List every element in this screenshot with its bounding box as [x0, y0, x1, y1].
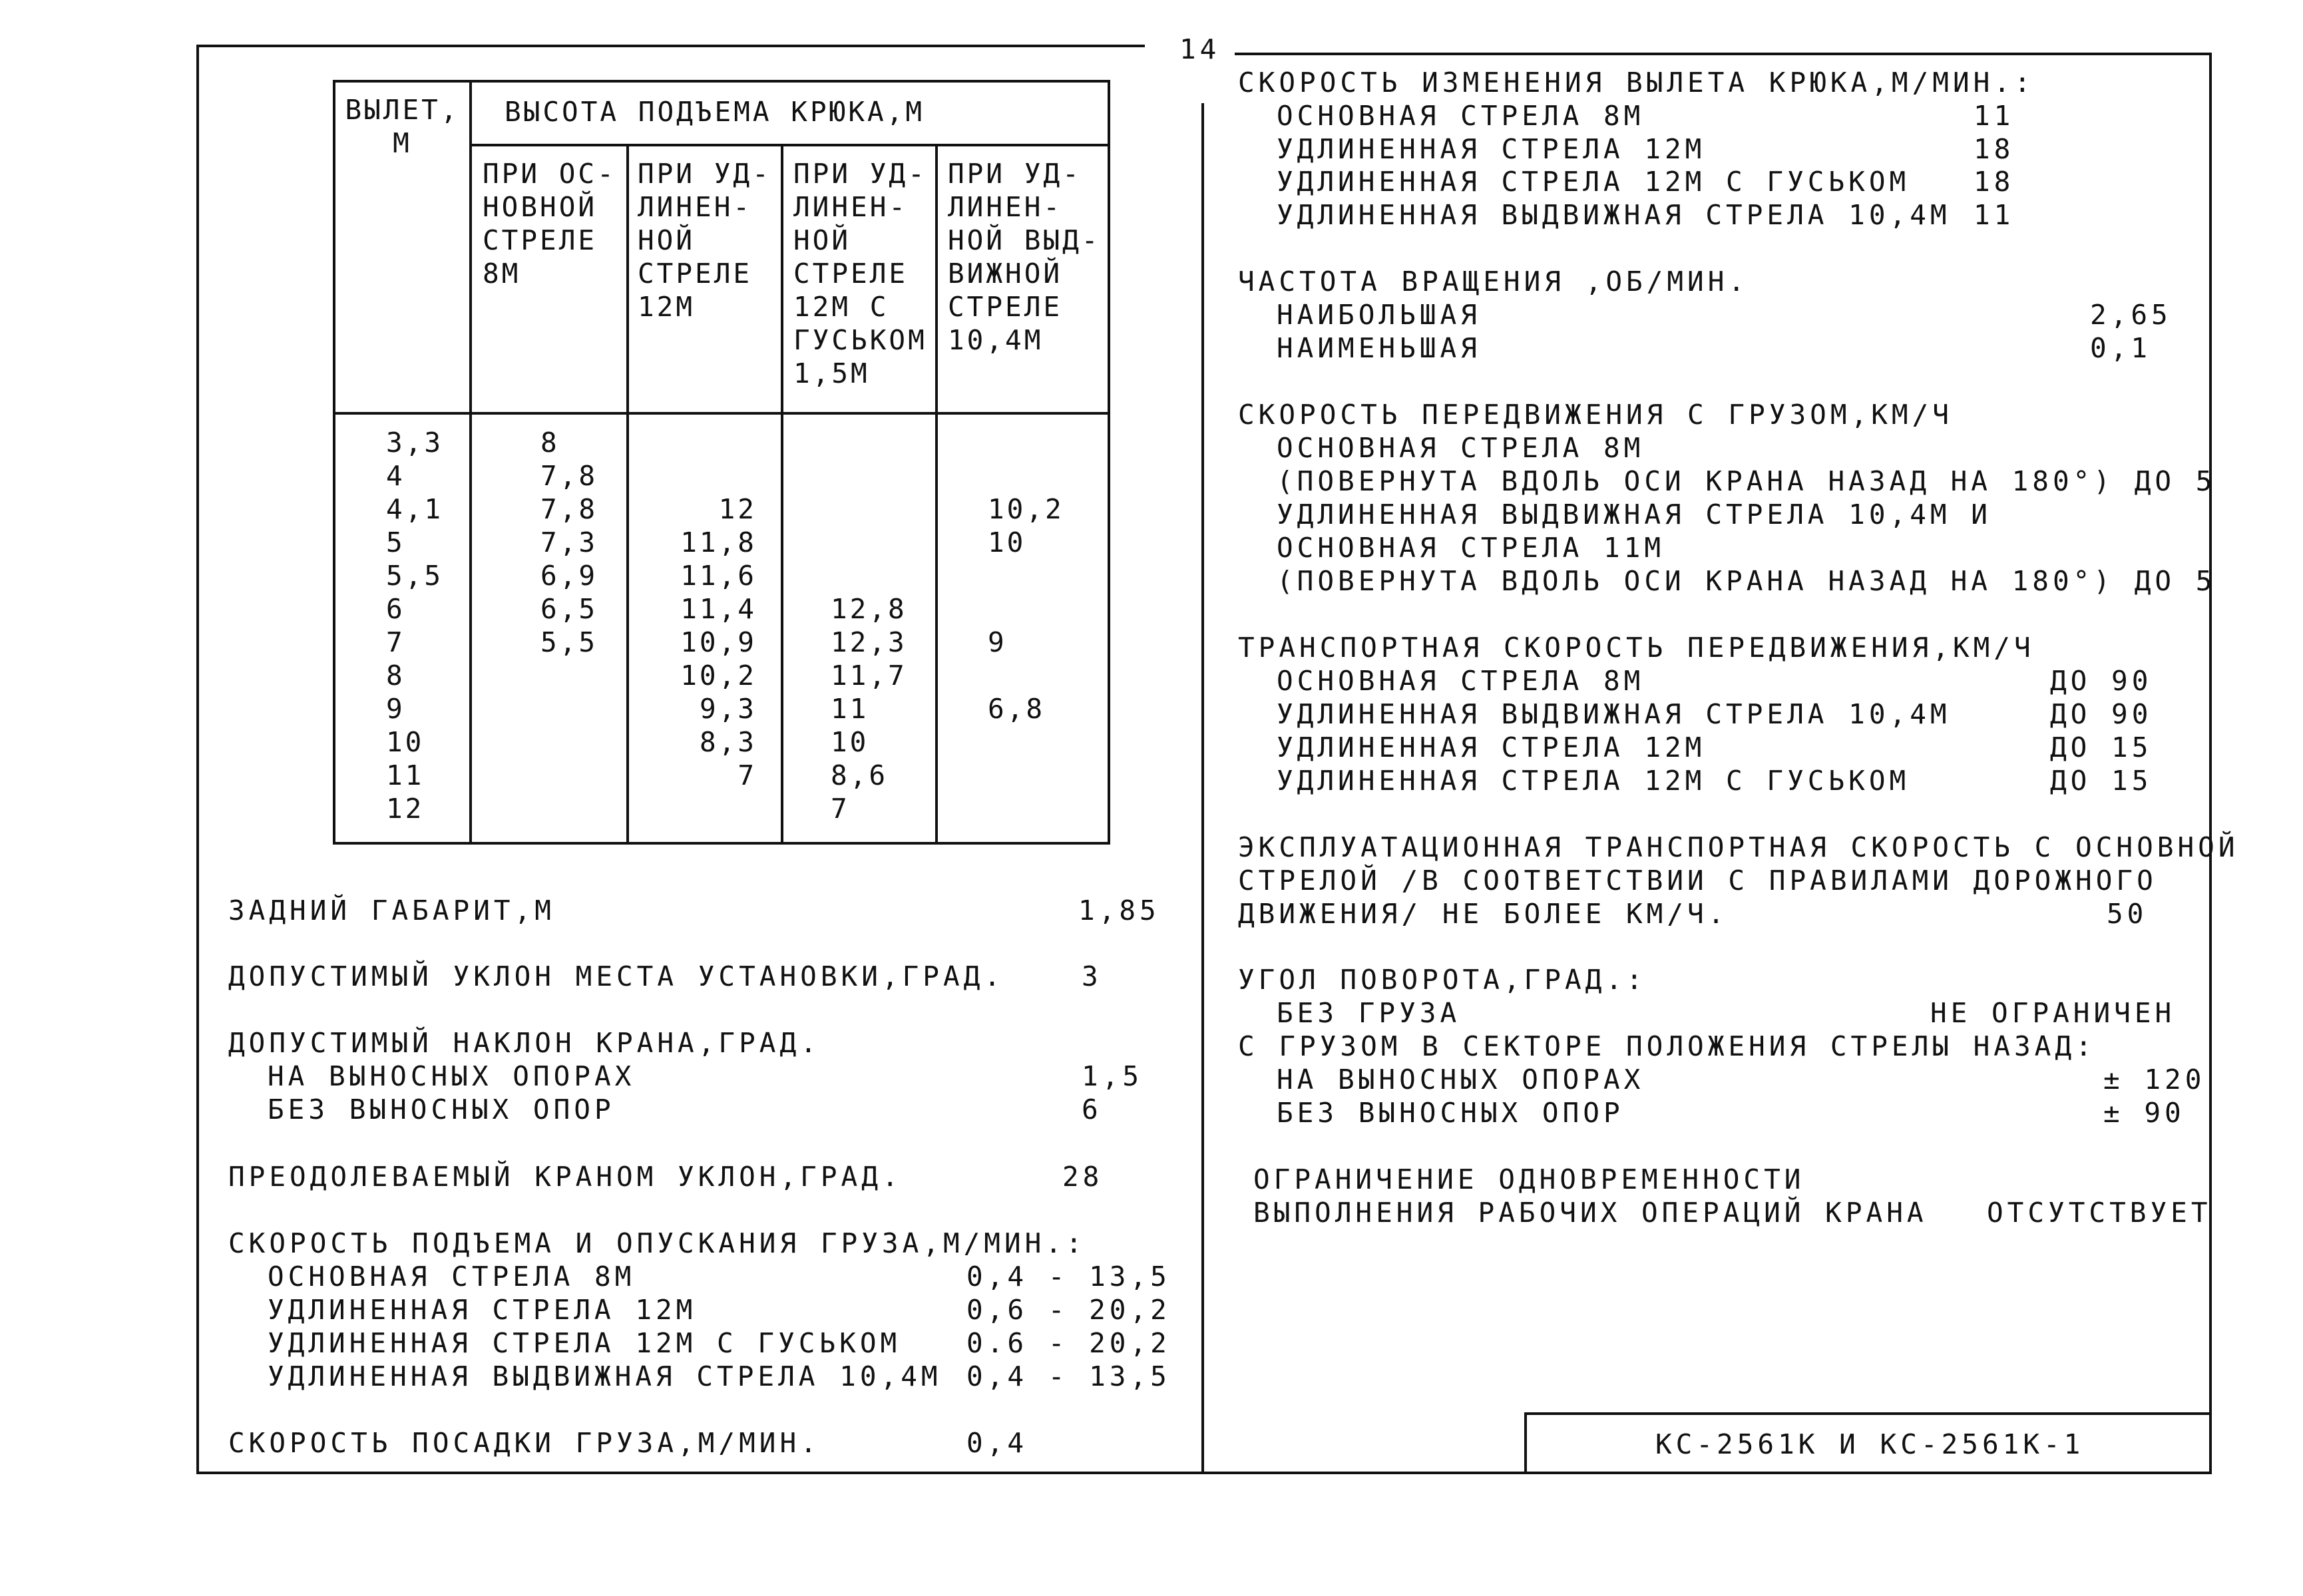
frame-top-right [1235, 53, 2212, 55]
page-number: 14 [1179, 33, 1221, 65]
skor-podem-row-label: УДЛИНЕННАЯ ВЫДВИЖНАЯ СТРЕЛА 10,4М [268, 1360, 942, 1392]
stamp-top [1524, 1412, 2212, 1415]
zad-gabarit-label: ЗАДНИЙ ГАБАРИТ,М [228, 895, 555, 926]
preodol-label: ПРЕОДОЛЕВАЕМЫЙ КРАНОМ УКЛОН,ГРАД. [228, 1161, 903, 1193]
vylet-speed-row-value: 18 [1974, 133, 2015, 165]
move-load-line: ОСНОВНАЯ СТРЕЛА 11М [1277, 532, 1665, 564]
table-subheader-line [469, 144, 1110, 146]
angle-no-load-label: БЕЗ ГРУЗА [1277, 997, 1461, 1029]
transport-row-value: ДО 15 [2050, 765, 2153, 797]
rotation-row-label: НАИБОЛЬШАЯ [1277, 299, 1481, 331]
expl-line: ЭКСПЛУАТАЦИОННАЯ ТРАНСПОРТНАЯ СКОРОСТЬ С ОСНОВНОЙ [1238, 831, 2239, 863]
move-load-title: СКОРОСТЬ ПЕРЕДВИЖЕНИЯ С ГРУЗОМ,КМ/Ч [1238, 399, 1953, 431]
preodol-value: 28 [1062, 1161, 1104, 1193]
table-col-line-4 [935, 144, 938, 845]
move-load-line: (ПОВЕРНУТА ВДОЛЬ ОСИ КРАНА НАЗАД НА 180°) ДО 5 [1277, 565, 2216, 597]
angle-row-value: ± 90 [2103, 1097, 2185, 1129]
table-col-line-0 [333, 80, 335, 845]
transport-row-label: УДЛИНЕННАЯ СТРЕЛА 12М С ГУСЬКОМ [1277, 765, 1910, 797]
frame-right [2209, 53, 2212, 1474]
angle-row-value: ± 120 [2103, 1064, 2206, 1096]
expl-value: 50 [2107, 898, 2148, 930]
vylet-speed-row-value: 11 [1974, 100, 2015, 132]
uklon-ust-value: 3 [1082, 960, 1102, 992]
skor-podem-row-label: ОСНОВНАЯ СТРЕЛА 8М [268, 1261, 636, 1293]
skor-podem-row-value: 0,4 - 13,5 [966, 1261, 1171, 1293]
table-header-vylet: ВЫЛЕТ, М [345, 94, 460, 159]
table-subheader-vyd: ПРИ УД- ЛИНЕН- НОЙ ВЫД- ВИЖНОЙ СТРЕЛЕ 10,4М [948, 158, 1101, 356]
table-col-vyd: 10,2 10 9 6,8 [988, 493, 1064, 725]
transport-row-value: ДО 90 [2050, 698, 2153, 730]
skor-podem-label: СКОРОСТЬ ПОДЪЕМА И ОПУСКАНИЯ ГРУЗА,М/МИН.: [228, 1227, 1086, 1259]
table-top [333, 80, 1110, 83]
transport-row-value: ДО 90 [2050, 665, 2153, 697]
transport-row-value: ДО 15 [2050, 731, 2153, 763]
zad-gabarit-value: 1,85 [1078, 895, 1160, 926]
posadka-value: 0,4 [966, 1427, 1028, 1459]
table-col-gus: 12,8 12,3 11,7 11 10 8,6 7 [831, 593, 907, 825]
table-subheader-12m: ПРИ УД- ЛИНЕН- НОЙ СТРЕЛЕ 12М [638, 158, 771, 323]
vylet-speed-row-label: УДЛИНЕННАЯ ВЫДВИЖНАЯ СТРЕЛА 10,4М [1277, 199, 1951, 231]
limit-value: ОТСУТСТВУЕТ [1987, 1197, 2212, 1229]
angle-row-label: БЕЗ ВЫНОСНЫХ ОПОР [1277, 1097, 1624, 1129]
table-col-12m: 12 11,8 11,6 11,4 10,9 10,2 9,3 8,3 7 [680, 493, 757, 791]
expl-line: СТРЕЛОЙ /В СООТВЕТСТВИИ С ПРАВИЛАМИ ДОРОЖНОГО [1238, 865, 2157, 897]
naklon-opory-label: НА ВЫНОСНЫХ ОПОРАХ [268, 1060, 636, 1092]
skor-podem-row-value: 0,6 - 20,2 [966, 1294, 1171, 1326]
naklon-bez-value: 6 [1082, 1094, 1102, 1125]
limit-line: ОГРАНИЧЕНИЕ ОДНОВРЕМЕННОСТИ [1253, 1163, 1805, 1195]
transport-row-label: УДЛИНЕННАЯ СТРЕЛА 12М [1277, 731, 1706, 763]
uklon-ust-label: ДОПУСТИМЫЙ УКЛОН МЕСТА УСТАНОВКИ,ГРАД. [228, 960, 1004, 992]
move-load-line: УДЛИНЕННАЯ ВЫДВИЖНАЯ СТРЕЛА 10,4М И [1277, 499, 1991, 530]
angle-title: УГОЛ ПОВОРОТА,ГРАД.: [1238, 964, 1647, 996]
skor-podem-row-label: УДЛИНЕННАЯ СТРЕЛА 12М [268, 1294, 697, 1326]
table-col-osn: 8 7,8 7,8 7,3 6,9 6,5 5,5 [540, 427, 598, 658]
rotation-row-value: 2,65 [2090, 299, 2172, 331]
angle-no-load-value: НЕ ОГРАНИЧЕН [1930, 997, 2176, 1029]
posadka-label: СКОРОСТЬ ПОСАДКИ ГРУЗА,М/МИН. [228, 1427, 821, 1459]
naklon-label: ДОПУСТИМЫЙ НАКЛОН КРАНА,ГРАД. [228, 1027, 821, 1059]
vylet-speed-row-label: ОСНОВНАЯ СТРЕЛА 8М [1277, 100, 1645, 132]
naklon-opory-value: 1,5 [1082, 1060, 1144, 1092]
frame-top-left [196, 45, 1145, 47]
transport-row-label: ОСНОВНАЯ СТРЕЛА 8М [1277, 665, 1645, 697]
move-load-line: (ПОВЕРНУТА ВДОЛЬ ОСИ КРАНА НАЗАД НА 180°) ДО 5 [1277, 465, 2216, 497]
limit-line: ВЫПОЛНЕНИЯ РАБОЧИХ ОПЕРАЦИЙ КРАНА [1253, 1197, 1928, 1229]
transport-title: ТРАНСПОРТНАЯ СКОРОСТЬ ПЕРЕДВИЖЕНИЯ,КМ/Ч [1238, 632, 2035, 664]
table-header-group: ВЫСОТА ПОДЪЕМА КРЮКА,М [505, 96, 925, 128]
rotation-row-value: 0,1 [2090, 332, 2152, 364]
skor-podem-row-value: 0,4 - 13,5 [966, 1360, 1171, 1392]
naklon-bez-label: БЕЗ ВЫНОСНЫХ ОПОР [268, 1094, 615, 1125]
move-load-line: ОСНОВНАЯ СТРЕЛА 8М [1277, 432, 1645, 464]
table-col-line-1 [469, 80, 472, 845]
transport-row-label: УДЛИНЕННАЯ ВЫДВИЖНАЯ СТРЕЛА 10,4М [1277, 698, 1951, 730]
table-col-line-5 [1108, 80, 1110, 845]
angle-sector-label: С ГРУЗОМ В СЕКТОРЕ ПОЛОЖЕНИЯ СТРЕЛЫ НАЗАД: [1238, 1030, 2096, 1062]
stamp-left [1524, 1412, 1527, 1474]
skor-podem-row-value: 0.6 - 20,2 [966, 1327, 1171, 1359]
vylet-speed-row-label: УДЛИНЕННАЯ СТРЕЛА 12М С ГУСЬКОМ [1277, 166, 1910, 198]
vylet-speed-title: СКОРОСТЬ ИЗМЕНЕНИЯ ВЫЛЕТА КРЮКА,М/МИН.: [1238, 67, 2035, 99]
vylet-speed-row-value: 18 [1974, 166, 2015, 198]
rotation-title: ЧАСТОТА ВРАЩЕНИЯ ,ОБ/МИН. [1238, 266, 1749, 298]
table-subheader-osn: ПРИ ОС- НОВНОЙ СТРЕЛЕ 8М [483, 158, 616, 290]
stamp-title: КС-2561К И КС-2561К-1 [1655, 1428, 2085, 1460]
angle-row-label: НА ВЫНОСНЫХ ОПОРАХ [1277, 1064, 1645, 1096]
table-col-vylet: 3,3 4 4,1 5 5,5 6 7 8 9 10 11 12 [386, 427, 444, 825]
table-subheader-gus: ПРИ УД- ЛИНЕН- НОЙ СТРЕЛЕ 12М С ГУСЬКОМ 1,5М [793, 158, 927, 389]
rotation-row-label: НАИМЕНЬШАЯ [1277, 332, 1481, 364]
frame-bottom [196, 1472, 2212, 1474]
vylet-speed-row-value: 11 [1974, 199, 2015, 231]
vylet-speed-row-label: УДЛИНЕННАЯ СТРЕЛА 12М [1277, 133, 1706, 165]
skor-podem-row-label: УДЛИНЕННАЯ СТРЕЛА 12М С ГУСЬКОМ [268, 1327, 901, 1359]
frame-left [196, 45, 199, 1474]
table-header-bottom [333, 412, 1110, 415]
expl-line: ДВИЖЕНИЯ/ НЕ БОЛЕЕ КМ/Ч. [1238, 898, 1729, 930]
table-bottom [333, 842, 1110, 845]
frame-middle [1201, 103, 1204, 1474]
table-col-line-3 [781, 144, 783, 845]
